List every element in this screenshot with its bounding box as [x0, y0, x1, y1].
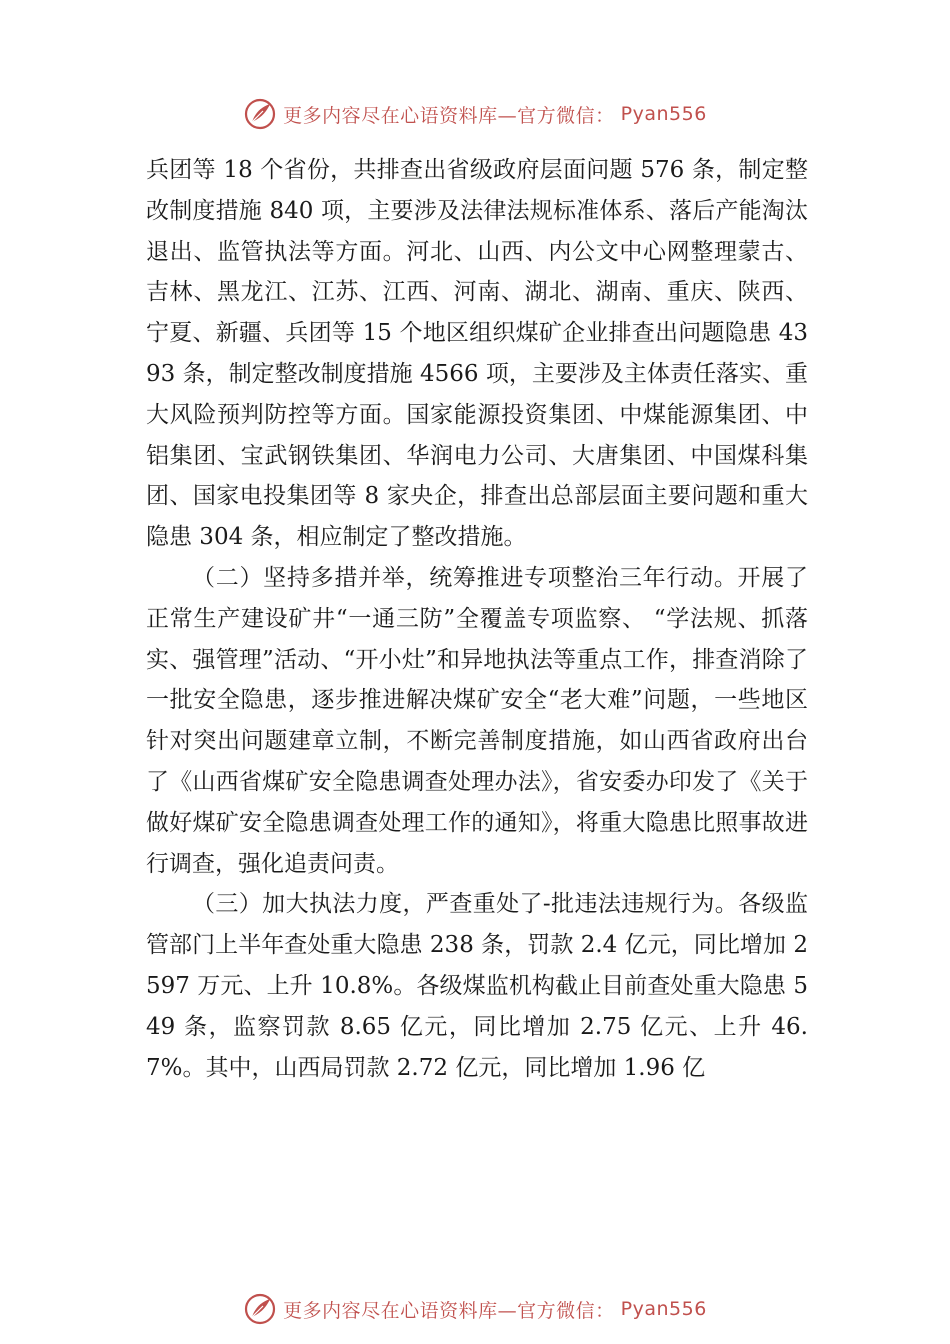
watermark-header — [0, 94, 950, 134]
watermark-wechat-id: Pyan556 — [620, 103, 707, 125]
paragraph-section-3: （三）加大执法力度，严查重处了-批违法违规行为。各级监管部门上半年查处重大隐患 238 条，罚款 2.4 亿元，同比增加 2597 万元、上升 10.8%。各级煤监机构截止目前查处重大隐患 549 条，监察罚款 8.65 亿元，同比增加 2.75 亿元、上升 46.7%。其中，山西局罚款 2.72 亿元，同比增加 1.96 亿 — [146, 891, 808, 1081]
document-body — [146, 150, 808, 1088]
feather-pen-icon — [243, 97, 277, 131]
watermark-footer — [0, 1289, 950, 1329]
paragraph-section-2: （二）坚持多措并举，统筹推进专项整治三年行动。开展了正常生产建设矿井“一通三防”全覆盖专项监察、 “学法规、抓落实、强管理”活动、“开小灶”和异地执法等重点工作，排查消除了一批安全隐患，逐步推进解决煤矿安全“老大难”问题，一些地区针对突出问题建章立制，不断完善制度措施，如山西省政府出台了《山西省煤矿安全隐患调查处理办法》，省安委办印发了《关于做好煤矿安全隐患调查处理工作的通知》，将重大隐患比照事故进行调查，强化追责问责。 — [146, 564, 808, 877]
paragraph-continuation: 兵团等 18 个省份，共排查出省级政府层面问题 576 条，制定整改制度措施 840 项，主要涉及法律法规标准体系、落后产能淘汰退出、监管执法等方面。河北、山西、内公文中心网整理蒙古、吉林、黑龙江、江苏、江西、河南、湖北、湖南、重庆、陕西、宁夏、新疆、兵团等 15 个地区组织煤矿企业排查出问题隐患 4393 条，制定整改制度措施 4566 项，主要涉及主体责任落实、重大风险预判防控等方面。国家能源投资集团、中煤能源集团、中铝集团、宝武钢铁集团、华润电力公司、大唐集团、中国煤科集团、国家电投集团等 8 家央企，排查出总部层面主要问题和重大隐患 304 条，相应制定了整改措施。 — [146, 157, 808, 551]
watermark-text: 更多内容尽在心语资料库—官方微信： — [283, 1299, 615, 1322]
watermark-text: 更多内容尽在心语资料库—官方微信： — [283, 104, 615, 127]
feather-pen-icon — [243, 1292, 277, 1326]
watermark-wechat-id: Pyan556 — [620, 1298, 707, 1320]
